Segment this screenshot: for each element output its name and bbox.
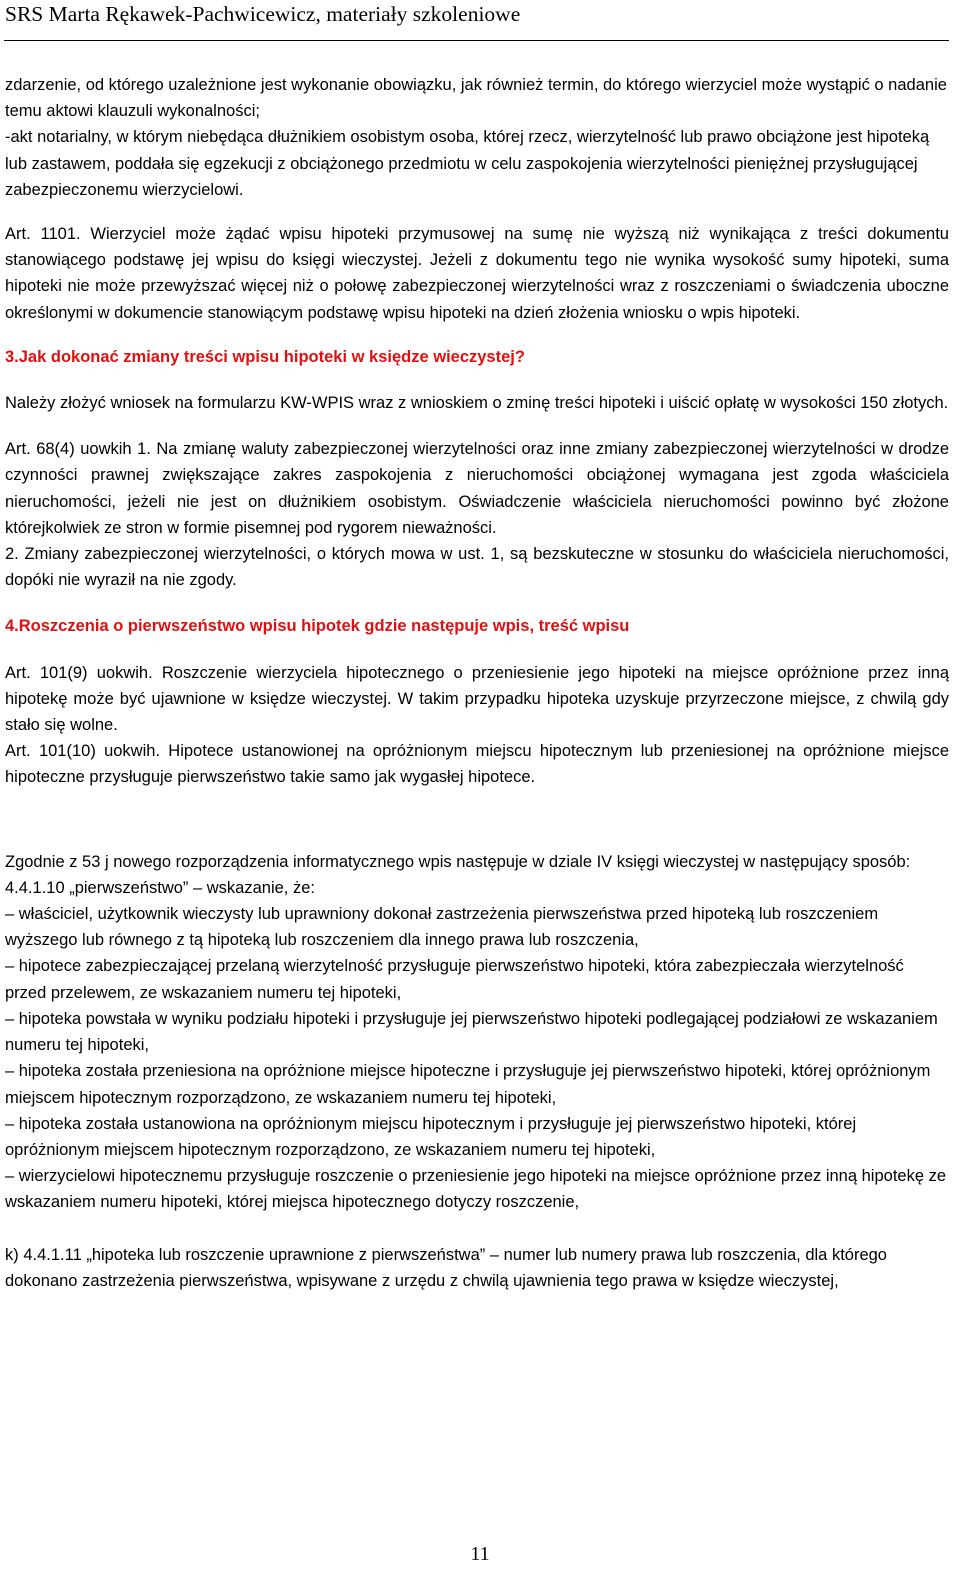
paragraph-kw-wpis: Należy złożyć wniosek na formularzu KW-WPIS wraz z wnioskiem o zminę treści hipoteki i uiścić opłatę w wysokości 150 złotych. (5, 394, 949, 413)
list-item: – wierzycielowi hipotecznemu przysługuje roszczenie o przeniesienie jego hipoteki na miejsce opróżnione przez inną hipotekę ze wskazaniem numeru hipoteki, której miejsca hipotecznego dotyczy roszczenie, (5, 1167, 947, 1212)
paragraph-4-4-1-11: k) 4.4.1.11 „hipoteka lub roszczenie uprawnione z pierwszeństwa” – numer lub numery prawa lub roszczenia, dla którego dokonano zastrzeżenia pierwszeństwa, wpisywane z urzędu z chwilą ujawnienia tego prawa w księdze wieczystej, (5, 1245, 887, 1290)
paragraph-art-101-10: Art. 101(10) uokwih. Hipotece ustanowionej na opróżnionym miejscu hipotecznym lub przeniesionej na opróżnione miejsce hipoteczne przysługuje pierwszeństwo takie samo jak wygasłej hipotece. (5, 742, 949, 787)
section-heading-3: 3.Jak dokonać zmiany treści wpisu hipoteki w księdze wieczystej? (5, 347, 525, 366)
list-item: – hipoteka powstała w wyniku podziału hipoteki i przysługuje jej pierwszeństwo hipoteki podlegającej podziałowi ze wskazaniem numeru tej hipoteki, (5, 1009, 938, 1055)
paragraph-art-1101: Art. 1101. Wierzyciel może żądać wpisu hipoteki przymusowej na sumę nie wyższą niż wynikająca z treści dokumentu stanowiącego podstawę jej wpisu do księgi wieczystej. Jeżeli z dokumentu tego nie wynika wysokość sumy hipoteki, suma hipoteki nie może przewyższać więcej niż o połowę zabezpieczonej wierzytelności wraz z roszczeniami o świadczenia uboczne określonymi w dokumencie stanowiącym podstawę wpisu hipoteki na dzień złożenia wniosku o wpis hipoteki. (5, 225, 949, 322)
paragraph-art-68-4-ust-2: 2. Zmiany zabezpieczonej wierzytelności, o których mowa w ust. 1, są bezskuteczne w stosunku do właściciela nieruchomości, dopóki nie wyraził na nie zgody. (5, 545, 949, 590)
paragraph-2: -akt notarialny, w którym niebędąca dłużnikiem osobistym osoba, której rzecz, wierzytelność lub prawo obciążone jest hipoteką lub zastawem, poddała się egzekucji z obciążonego przedmiotu w celu zaspokojenia wierzytelności pieniężnej przysługującej zabezpieczonemu wierzycielowi. (5, 128, 930, 199)
section-heading-4: 4.Roszczenia o pierwszeństwo wpisu hipotek gdzie następuje wpis, treść wpisu (5, 617, 630, 636)
page-number: 11 (470, 1543, 490, 1565)
list-item: – hipoteka została przeniesiona na opróżnione miejsce hipoteczne i przysługuje jej pierwszeństwo hipoteki, której opróżnionym miejscem hipotecznym rozporządzono, ze wskazaniem numeru tej hipoteki, (5, 1062, 931, 1107)
list-item: – właściciel, użytkownik wieczysty lub uprawniony dokonał zastrzeżenia pierwszeństwa przed hipoteką lub roszczeniem wyższego lub równego z tą hipoteką lub roszczeniem dla innego prawa lub roszczenia, (5, 905, 879, 950)
paragraph-rozporzadzenie: Zgodnie z 53 j nowego rozporządzenia informatycznego wpis następuje w dziale IV księgi wieczystej w następujący sposób: (5, 852, 911, 871)
document-body (5, 72, 949, 1294)
document-header: SRS Marta Rękawek-Pachwicewicz, materiały szkoleniowe (5, 2, 521, 26)
paragraph-1: zdarzenie, od którego uzależnione jest wykonanie obowiązku, jak również termin, do którego wierzyciel może wystąpić o nadanie temu aktowi klauzuli wykonalności; (5, 76, 947, 121)
list-item: – hipotece zabezpieczającej przelaną wierzytelność przysługuje pierwszeństwo hipoteki, która zabezpieczała wierzytelność przed przelewem, ze wskazaniem numeru tej hipoteki, (5, 957, 904, 1002)
list-item: – hipoteka została ustanowiona na opróżnionym miejscu hipotecznym i przysługuje jej pierwszeństwo hipoteki, której opróżnionym miejscem hipotecznym rozporządzono, ze wskazaniem numeru tej hipoteki, (5, 1114, 857, 1159)
paragraph-4-4-1-10: 4.4.1.10 „pierwszeństwo” – wskazanie, że: (5, 878, 315, 897)
paragraph-art-101-9: Art. 101(9) uokwih. Roszczenie wierzyciela hipotecznego o przeniesienie jego hipoteki na miejsce opróżnione przez inną hipotekę może być ujawnione w księdze wieczystej. W takim przypadku hipoteka uzyskuje przyrzeczone miejsce, z chwilą gdy stało się wolne. (5, 663, 949, 735)
paragraph-art-68-4: Art. 68(4) uowkih 1. Na zmianę waluty zabezpieczonej wierzytelności oraz inne zmiany zabezpieczonej wierzytelności w drodze czynności prawnej zwiększające zakres zaspokojenia z nieruchomości obciążonej wymagana jest zgoda właściciela nieruchomości, jeżeli nie jest on dłużnikiem osobistym. Oświadczenie właściciela nieruchomości powinno być złożone którejkolwiek ze stron w formie pisemnej pod rygorem nieważności. (5, 440, 949, 537)
header-divider (4, 40, 949, 41)
